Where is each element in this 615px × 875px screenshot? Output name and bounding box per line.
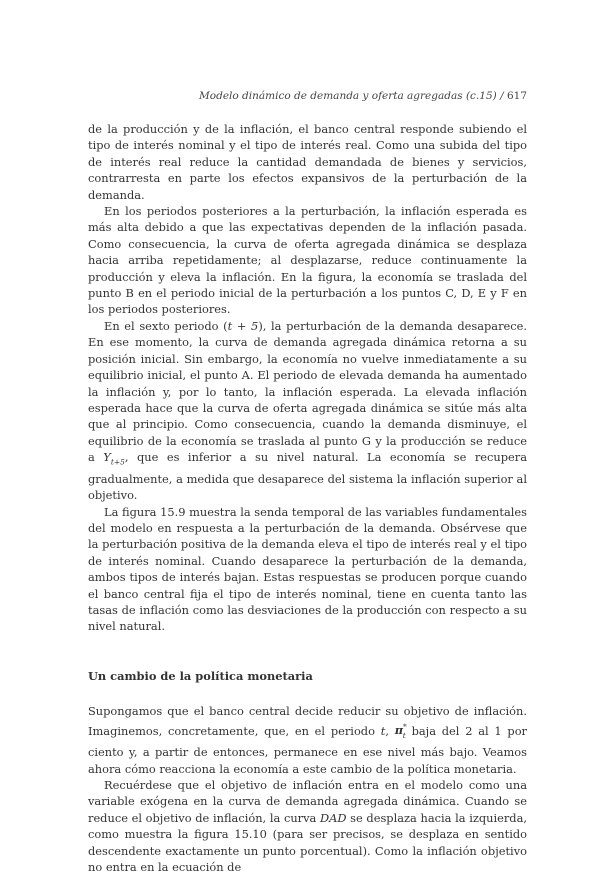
spacer bbox=[88, 635, 527, 668]
p6-text-a: Recuérdese que el objetivo de inflación entra en el modelo como una variable exógena en la curva de demanda agregada dinámica. Cuando se reduce el objetivo de inflación, la curva bbox=[88, 777, 527, 825]
p3-y-subscript: t+5 bbox=[110, 457, 125, 467]
paragraph-6 bbox=[88, 777, 527, 875]
spacer bbox=[88, 684, 527, 703]
page-body bbox=[88, 121, 527, 875]
page-number: 617 bbox=[506, 90, 527, 102]
p5-pi-target bbox=[394, 722, 407, 740]
p5-pi: π bbox=[394, 723, 404, 738]
p3-text-b: ), la perturbación de la demanda desaparece. En ese momento, la curva de demanda agregada dinámica retorna a su posición inicial. Sin embargo, la economía no vuelve inmediatamente a su equilibrio inicial, el punto A. El periodo de elevada demanda ha aumentado la inflación y, por lo tanto, la inflación esperada. La elevada inflación esperada hace que la curva de oferta agregada dinámica se sitúe más alta que al principio. Como consecuencia, cuando la demanda disminuye, el equilibrio de la economía se traslada al punto G y la producción se reduce a bbox=[88, 318, 527, 465]
running-header bbox=[199, 90, 527, 102]
paragraph-3 bbox=[88, 318, 527, 504]
paragraph-2: En los periodos posteriores a la perturbación, la inflación esperada es más alta debido a que las expectativas dependen de la inflación pasada. Como consecuencia, la curva de oferta agregada dinámica se desplaza hacia arriba repetidamente; al desplazarse, reduce continuamente la producción y eleva la inflación. En la figura, la economía se traslada del punto B en el periodo inicial de la perturbación a los puntos C, D, E y F en los periodos posteriores. bbox=[88, 204, 527, 317]
p3-period-t5: t + 5 bbox=[227, 318, 259, 333]
p3-y: Y bbox=[103, 450, 111, 465]
p5-text-b: baja del 2 al 1 por ciento y, a partir de entonces, permanece en ese nivel más bajo. Veamos ahora cómo reacciona la economía a este cambio de la política monetaria. bbox=[88, 723, 528, 776]
p5-pi-sup: * bbox=[403, 722, 407, 732]
header-separator: / bbox=[496, 90, 507, 102]
p5-period-t: t bbox=[380, 723, 386, 738]
paragraph-4: La figura 15.9 muestra la senda temporal de las variables fundamentales del modelo en respuesta a la perturbación de la demanda. Obsérvese que la perturbación positiva de la demanda eleva el tipo de interés real y el tipo de interés nominal. Cuando desaparece la perturbación de la demanda, ambos tipos de interés bajan. Estas respuestas se producen porque cuando el banco central fija el tipo de interés nominal, tiene en cuenta tanto las tasas de inflación como las desviaciones de la producción con respecto a su nivel natural. bbox=[88, 504, 527, 634]
p3-text-c: , que es inferior a su nivel natural. La economía se recupera gradualmente, a medida que desaparece del sistema la inflación superior al objetivo. bbox=[88, 450, 527, 503]
p5-text-a: Supongamos que el banco central decide reducir su objetivo de inflación. Imaginemos, concretamente, que, en el periodo bbox=[88, 704, 527, 738]
paragraph-1: de la producción y de la inflación, el banco central responde subiendo el tipo de interés nominal y el tipo de interés real. Como una subida del tipo de interés real reduce la cantidad demandada de bienes y servicios, contrarresta en parte los efectos expansivos de la perturbación de la demanda. bbox=[88, 122, 527, 202]
p5-pi-sub: t bbox=[402, 730, 406, 740]
p6-dad: DAD bbox=[320, 810, 347, 825]
running-title: Modelo dinámico de demanda y oferta agregadas (c.15) bbox=[199, 90, 497, 102]
p6-text-b: se desplaza hacia la izquierda, como muestra la figura 15.10 (para ser precisos, se desplaza en sentido descendente exactamente un punto porcentual). Como la inflación objetivo no entra en la ecuación de bbox=[88, 810, 528, 875]
paragraph-5: Supongamos que el banco central decide reducir su objetivo de inflación. Imaginemos, concretamente, que, en el periodo t, $\pi^*_t$ baja del 2 al 1 por ciento y, a partir de entonces, permanece en ese nivel más bajo. Veamos ahora cómo reacciona la economía a este cambio de la política monetaria. bbox=[88, 704, 528, 776]
p3-text-a: En el sexto periodo ( bbox=[104, 318, 228, 333]
section-heading: Un cambio de la política monetaria bbox=[88, 668, 313, 683]
p3-output-symbol bbox=[103, 450, 125, 467]
